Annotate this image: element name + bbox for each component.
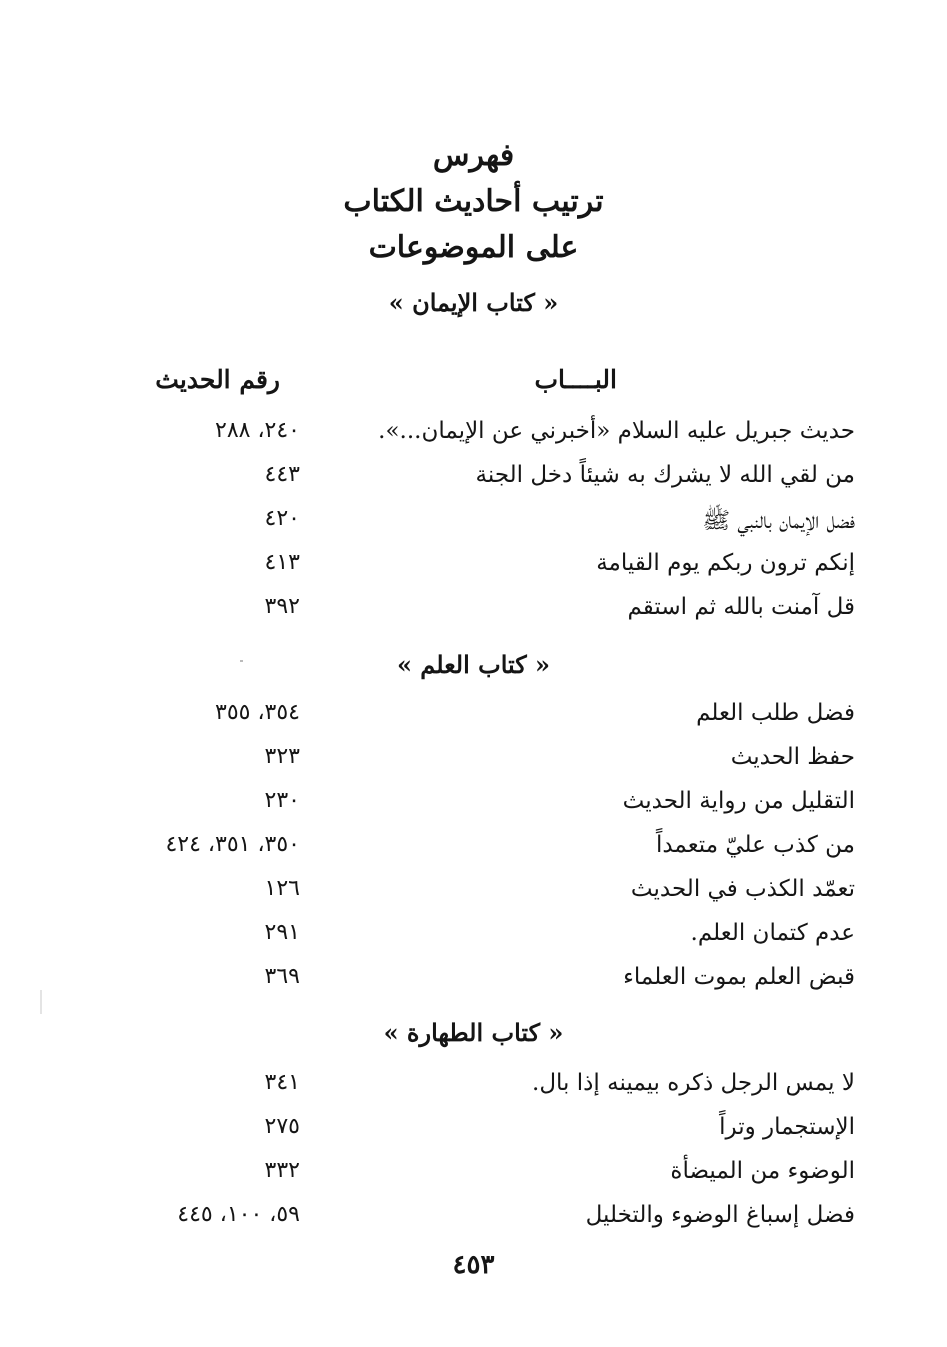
section-title-iman: « كتاب الإيمان » xyxy=(388,288,559,317)
hadith-numbers: ٣٢٣ xyxy=(264,744,300,769)
topic-text: الإستجمار وتراً xyxy=(719,1114,855,1140)
list-item xyxy=(0,832,947,872)
section-title-ilm: « كتاب العلم » xyxy=(396,650,551,679)
topic-text: إنكم ترون ربكم يوم القيامة xyxy=(596,550,855,576)
hadith-numbers: ٤٢٠ xyxy=(264,506,300,531)
hadith-numbers: ٢٤٠، ٢٨٨ xyxy=(215,418,300,443)
topic-text: لا يمس الرجل ذكره بيمينه إذا بال. xyxy=(532,1070,855,1096)
list-item xyxy=(0,744,947,784)
hadith-numbers: ٢٣٠ xyxy=(264,788,300,813)
topic-text: قبض العلم بموت العلماء xyxy=(623,964,855,990)
list-item xyxy=(0,462,947,502)
list-item xyxy=(0,1202,947,1242)
hadith-numbers: ٣٩٢ xyxy=(264,594,300,619)
hadith-numbers: ٤١٣ xyxy=(264,550,300,575)
column-header-topic: البــــاب xyxy=(534,365,617,394)
list-item xyxy=(0,1070,947,1110)
list-item xyxy=(0,506,947,546)
topic-text: فضل طلب العلم xyxy=(696,700,855,726)
list-item xyxy=(0,594,947,634)
hadith-numbers: ٢٩١ xyxy=(264,920,300,945)
topic-text: حديث جبريل عليه السلام «أخبرني عن الإيمان...». xyxy=(378,418,855,444)
list-item xyxy=(0,876,947,916)
hadith-numbers: ٣٣٢ xyxy=(264,1158,300,1183)
topic-text: الوضوء من الميضأة xyxy=(670,1158,855,1184)
index-subtitle: ترتيب أحاديث الكتاب xyxy=(343,184,604,219)
list-item xyxy=(0,920,947,960)
index-title: فهرس xyxy=(432,138,515,173)
list-item xyxy=(0,788,947,828)
scan-speck xyxy=(40,990,42,1014)
hadith-numbers: ٢٧٥ xyxy=(264,1114,300,1139)
topic-text: حفظ الحديث xyxy=(730,744,855,770)
hadith-numbers: ٥٩، ١٠٠، ٤٤٥ xyxy=(177,1202,300,1227)
hadith-numbers: ٣٤١ xyxy=(264,1070,300,1095)
topic-text: فضل إسباغ الوضوء والتخليل xyxy=(585,1202,855,1228)
hadith-numbers: ١٢٦ xyxy=(264,876,300,901)
hadith-numbers: ٣٥٤، ٣٥٥ xyxy=(215,700,300,725)
list-item xyxy=(0,1158,947,1198)
topic-text: فضل الإيمان بالنبي ﷺ xyxy=(702,508,855,534)
topic-text: التقليل من رواية الحديث xyxy=(622,788,855,814)
topic-text: عدم كتمان العلم. xyxy=(690,920,855,946)
list-item xyxy=(0,700,947,740)
list-item xyxy=(0,418,947,458)
column-header-number: رقم الحديث xyxy=(155,365,280,394)
topic-text: من كذب عليّ متعمداً xyxy=(655,832,855,858)
hadith-numbers: ٤٤٣ xyxy=(264,462,300,487)
topic-text: قل آمنت بالله ثم استقم xyxy=(627,594,855,620)
page-number: ٤٥٣ xyxy=(452,1250,495,1280)
section-title-tahara: « كتاب الطهارة » xyxy=(383,1018,564,1047)
hadith-numbers: ٣٥٠، ٣٥١، ٤٢٤ xyxy=(165,832,300,857)
scan-speck xyxy=(240,660,243,662)
index-subtitle-topics: على الموضوعات xyxy=(368,230,579,265)
list-item xyxy=(0,964,947,1004)
list-item xyxy=(0,1114,947,1154)
list-item xyxy=(0,550,947,590)
topic-text: من لقي الله لا يشرك به شيئاً دخل الجنة xyxy=(475,462,855,488)
topic-text: تعمّد الكذب في الحديث xyxy=(630,876,855,902)
hadith-numbers: ٣٦٩ xyxy=(264,964,300,989)
